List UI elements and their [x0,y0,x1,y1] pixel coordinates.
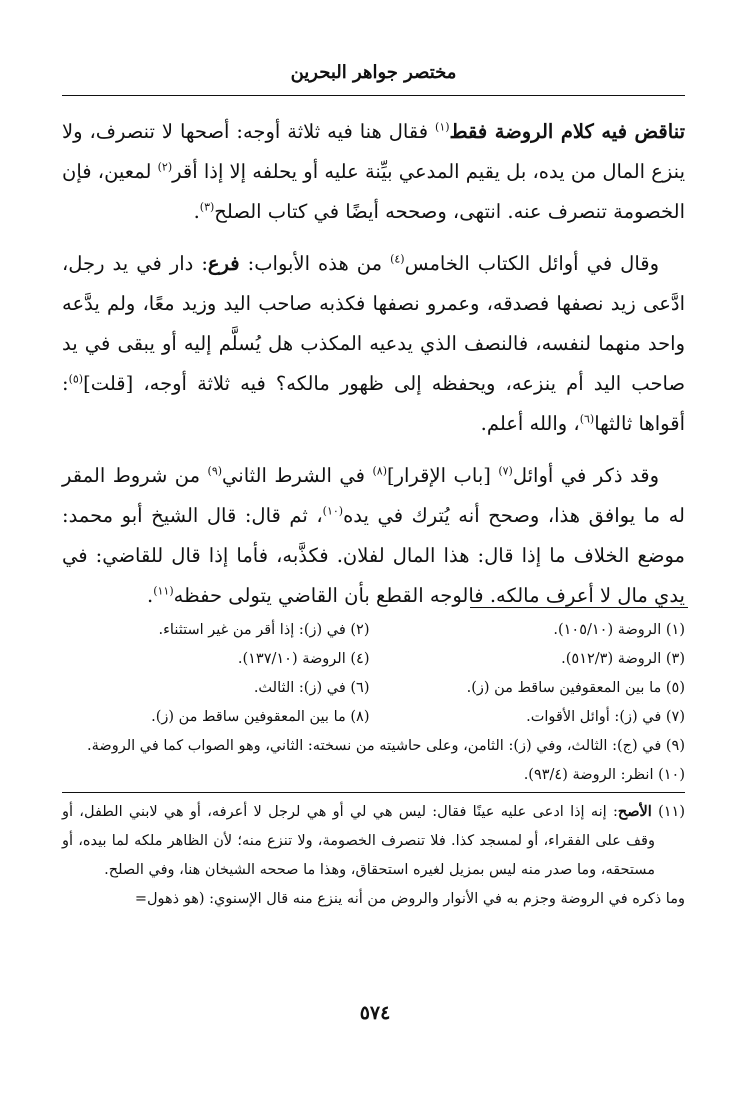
footnote-ref[interactable]: (٦) [579,412,595,426]
footnote-ref[interactable]: (٥) [68,372,84,386]
paragraph-3 [62,456,685,616]
text-run: ، والله أعلم. [480,412,580,435]
header-divider [62,95,685,96]
bold-term: فرع [207,252,240,275]
footnote-10: (١٠) انظر: الروضة (٩٣/٤). [523,767,685,783]
text-run: ، ثم قال: قال الشيخ أبو محمد: موضع الخلاف ما إذا قال: هذا المال لفلان. فكذَّبه، فأما إذا قال للقاضي: في يدي مال لا أعرف مالكه. فالوجه القطع بأن القاضي يتولى حفظه [62,504,685,607]
text-run: من شروط المقر له ما يوافق هذا، وصحح أنه يُترك في يده [62,464,685,527]
paragraph-2 [62,244,685,444]
text-run: : أقواها ثالثها [62,372,685,435]
footnote-separator [62,792,685,793]
footnote-continuation: وما ذكره في الروضة وجزم به في الأنوار والروض من أنه ينزع منه قال الإسنوي: (هو ذهول= [134,891,685,907]
text-run: . [147,584,154,607]
footnote-grid [62,616,685,732]
footnote-8: (٨) ما بين المعقوفين ساقط من (ز). [151,709,370,725]
footnote-ref[interactable]: (٧) [498,464,513,478]
footnote-11 [62,797,685,885]
footnote-1: (١) الروضة (١٠٥/١٠). [553,622,685,638]
footnote-ref[interactable]: (١٠) [322,504,344,518]
text-run: : دار في يد رجل، ادَّعى زيد نصفها فصدقه، وعمرو نصفها فكذبه صاحب اليد وزيد معًا، ولم يدَّعه واحد منهما لنفسه، فالنصف الذي يدعيه المكذب هل يُسلَّم إليه أو يبقى في يد صاحب اليد أم ينزعه، ويحفظه إلى ظهور مالكه؟ فيه ثلاثة أوجه، [قلت] [62,252,685,395]
footnote-ref[interactable]: (٩) [207,464,223,478]
footnote-5: (٥) ما بين المعقوفين ساقط من (ز). [466,680,685,696]
footnote-3: (٣) الروضة (٥١٢/٣). [561,651,685,667]
footnotes-section [62,616,685,914]
footnote-ref[interactable]: (٢) [157,160,173,174]
footnote-9: (٩) في (ج): الثالث، وفي (ز): الثامن، وعلى حاشيته من نسخته: الثاني، وهو الصواب كما في الروضة. [87,738,685,754]
footnote-7: (٧) في (ز): أوائل الأقوات. [526,709,685,725]
footnote-ref[interactable]: (١١) [153,584,174,598]
footnote-2: (٢) في (ز): إذا أقر من غير استثناء. [158,622,370,638]
footnote-divider [470,607,688,608]
text-run: لمعين، فإن الخصومة تنصرف عنه. انتهى، وصححه أيضًا في كتاب الصلح [62,160,685,223]
text-run: فقال هنا فيه ثلاثة أوجه: أصحها لا تنصرف، ولا ينزع المال من يده، بل يقيم المدعي بيِّنة عليه أو يحلفه إلا إذا أقر [62,120,685,183]
footnote-ref[interactable]: (٤) [390,252,405,266]
bold-lead: تناقض فيه كلام الروضة فقط [449,120,686,143]
footnote-4: (٤) الروضة (١٣٧/١٠). [237,651,370,667]
text-run: في الشرط الثاني [222,464,373,487]
footnote-ref[interactable]: (١) [435,120,450,134]
footnote-bold-term: الأصح [617,803,652,820]
main-text [62,112,685,628]
footnote-6: (٦) في (ز): الثالث. [253,680,370,696]
text-run: [باب الإقرار] [386,464,499,487]
text-run: وقد ذكر في أوائل [512,464,659,487]
footnote-ref[interactable]: (٨) [372,464,387,478]
footnote-number: (١١) [651,804,685,820]
footnote-text: : إنه إذا ادعى عليه عينًا فقال: ليس هي لي أو هي لرجل لا أعرفه، أو هي لابني الطفل، أو وقف على الفقراء، أو لمسجد كذا. فلا تنصرف الخصومة، ولا تنزع منه؛ لأن الظاهر ملكه لما بيده، أو مستحقه، وما صدر منه ليس بمزيل لغيره استحقاق، وهذا ما صححه الشيخان هنا، وفي الصلح. [62,804,655,878]
text-run: . [193,200,200,223]
paragraph-1 [62,112,685,232]
running-header: مختصر جواهر البحرين [290,62,457,83]
page-number: ٥٧٤ [359,1002,391,1024]
text-run: وقال في أوائل الكتاب الخامس [404,252,660,275]
footnote-ref[interactable]: (٣) [199,200,215,214]
text-run: من هذه الأبواب: [239,252,391,275]
